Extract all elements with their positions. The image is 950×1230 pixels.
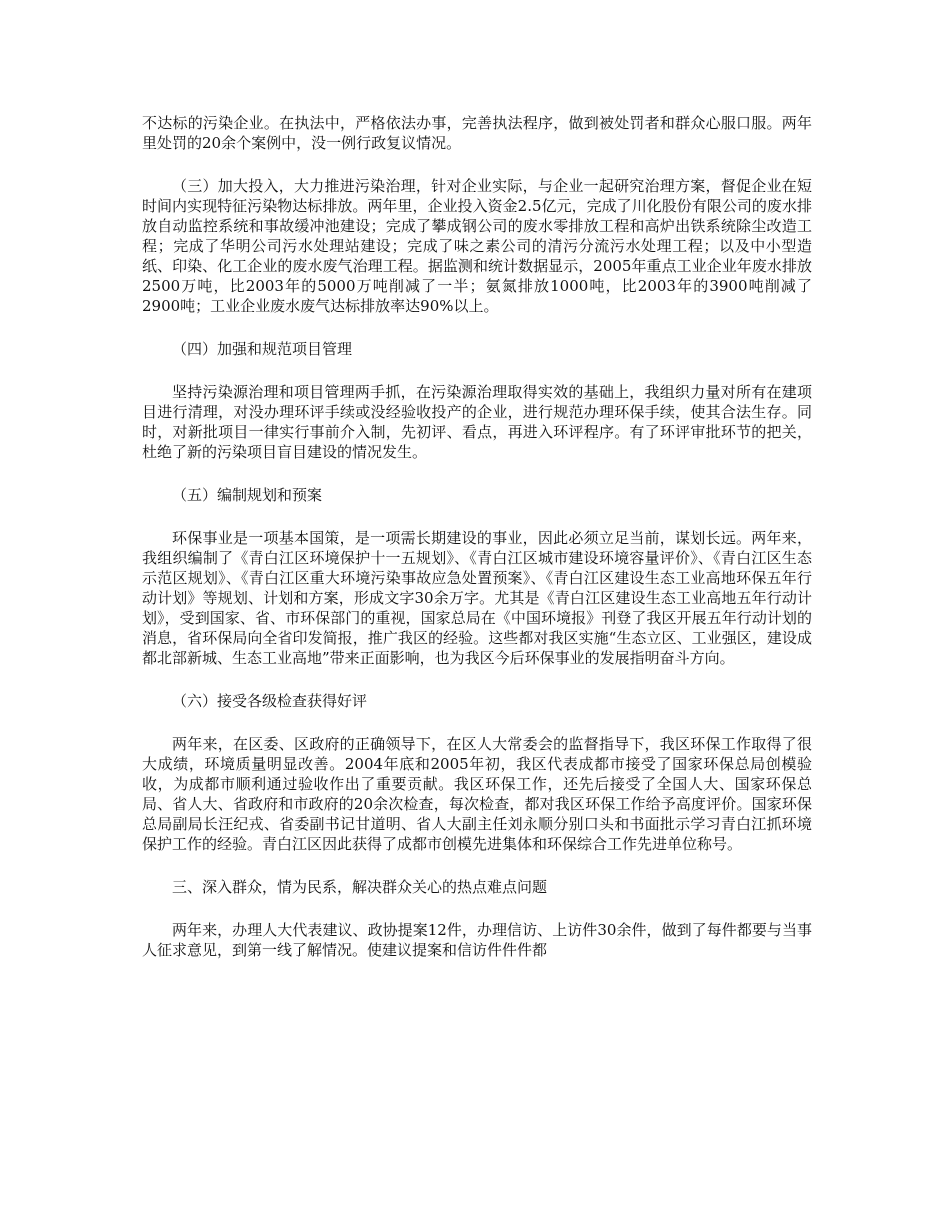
heading-section-6: （六）接受各级检查获得好评 [172, 692, 368, 710]
paragraph-project-management: 坚持污染源治理和项目管理两手抓，在污染源治理取得实效的基础上，我组织力量对所有在建项目进行清理，对没办理环评手续或没经验收投产的企业，进行规范办理环保手续，使其合法生存。同时，对新批项目一律实行事前介入制，先初评、看点，再进入环评程序。有了环评审批环节的把关，杜绝了新的污染项目盲目建设的情况发生。 [142, 383, 812, 461]
paragraph-inspections: 两年来，在区委、区政府的正确领导下，在区人大常委会的监督指导下，我区环保工作取得了很大成绩，环境质量明显改善。2004年底和2005年初，我区代表成都市接受了国家环保总局创模验收，为成都市顺利通过验收作出了重要贡献。我区环保工作，还先后接受了全国人大、国家环保总局、省人大、省政府和市政府的20余次检查，每次检查，都对我区环保工作给予高度评价。国家环保总局副局长汪纪戎、省委副书记甘道明、省人大副主任刘永顺分别口头和书面批示学习青白江抓环境保护工作的经验。青白江区因此获得了成都市创模先进集体和环保综合工作先进单位称号。 [142, 735, 812, 853]
paragraph-public-concerns: 两年来，办理人大代表建议、政协提案12件，办理信访、上访件30余件，做到了每件都要与当事人征求意见，到第一线了解情况。使建议提案和信访件件件都 [142, 921, 812, 959]
document-page [142, 113, 812, 983]
heading-section-4: （四）加强和规范项目管理 [172, 340, 353, 358]
paragraph-planning: 环保事业是一项基本国策，是一项需长期建设的事业，因此必须立足当前，谋划长远。两年来，我组织编制了《青白江区环境保护十一五规划》、《青白江区城市建设环境容量评价》、《青白江区生态示范区规划》、《青白江区重大环境污染事故应急处置预案》、《青白江区建设生态工业高地环保五年行动计划》等规划、计划和方案，形成文字30余万字。尤其是《青白江区建设生态工业高地五年行动计划》，受到国家、省、市环保部门的重视，国家总局在《中国环境报》刊登了我区开展五年行动计划的消息，省环保局向全省印发简报，推广我区的经验。这些都对我区实施“生态立区、工业强区，建设成都北部新城、生态工业高地”带来正面影响，也为我区今后环保事业的发展指明奋斗方向。 [142, 529, 812, 667]
paragraph-section-3: （三）加大投入，大力推进污染治理，针对企业实际，与企业一起研究治理方案，督促企业在短时间内实现特征污染物达标排放。两年里，企业投入资金2.5亿元，完成了川化股份有限公司的废水排放自动监控系统和事故缓冲池建设；完成了攀成钢公司的废水零排放工程和高炉出铁系统除尘改造工程；完成了华明公司污水处理站建设；完成了味之素公司的清污分流污水处理工程；以及中小型造纸、印染、化工企业的废水废气治理工程。据监测和统计数据显示，2005年重点工业企业年废水排放2500万吨，比2003年的5000万吨削减了一半；氨氮排放1000吨，比2003年的3900吨削减了2900吨；工业企业废水废气达标排放率达90%以上。 [142, 177, 812, 315]
heading-section-5: （五）编制规划和预案 [172, 486, 323, 504]
paragraph-continuation: 不达标的污染企业。在执法中，严格依法办事，完善执法程序，做到被处罚者和群众心服口服。两年里处罚的20余个案例中，没一例行政复议情况。 [142, 114, 812, 152]
heading-part-3: 三、深入群众，情为民系，解决群众关心的热点难点问题 [172, 878, 548, 896]
